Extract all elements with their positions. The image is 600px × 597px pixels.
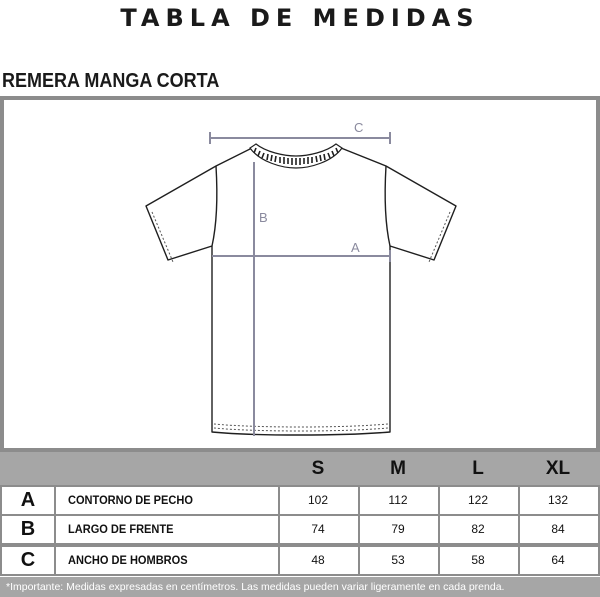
row-letter: C	[20, 549, 36, 571]
row-label: CONTORNO DE PECHO	[68, 493, 193, 507]
table-row	[0, 485, 600, 516]
size-header-s: S	[311, 458, 325, 479]
table-row	[0, 545, 600, 576]
tshirt-diagram-frame	[0, 96, 600, 452]
footer-note: *Importante: Medidas expresadas en centímetros. Las medidas pueden variar ligeramente en cada prenda.	[0, 577, 600, 597]
size-table-header	[0, 452, 600, 485]
cell-value: 122	[467, 493, 489, 507]
table-row	[0, 514, 600, 545]
cell-value: 74	[311, 522, 325, 536]
row-letter: A	[20, 489, 36, 511]
cell-value: 79	[391, 522, 405, 536]
cell-value: 58	[471, 553, 485, 567]
page-title: TABLA DE MEDIDAS	[120, 4, 480, 32]
label-c: C	[354, 120, 364, 135]
row-label: LARGO DE FRENTE	[68, 522, 174, 536]
row-label: ANCHO DE HOMBROS	[68, 553, 188, 567]
cell-value: 48	[311, 553, 325, 567]
cell-value: 132	[547, 493, 569, 507]
collar-rib	[250, 144, 342, 168]
cell-value: 82	[471, 522, 485, 536]
size-header-xl: XL	[545, 458, 571, 479]
cell-value: 102	[307, 493, 329, 507]
product-name: REMERA MANGA CORTA	[2, 70, 220, 92]
cell-value: 84	[551, 522, 565, 536]
label-a: A	[351, 240, 360, 255]
size-header-l: L	[472, 458, 484, 479]
size-header-m: M	[390, 458, 406, 479]
tshirt-illustration	[4, 100, 596, 448]
label-b: B	[259, 210, 268, 225]
cell-value: 53	[391, 553, 405, 567]
cell-value: 64	[551, 553, 565, 567]
row-letter: B	[20, 518, 36, 540]
cell-value: 112	[388, 493, 408, 507]
